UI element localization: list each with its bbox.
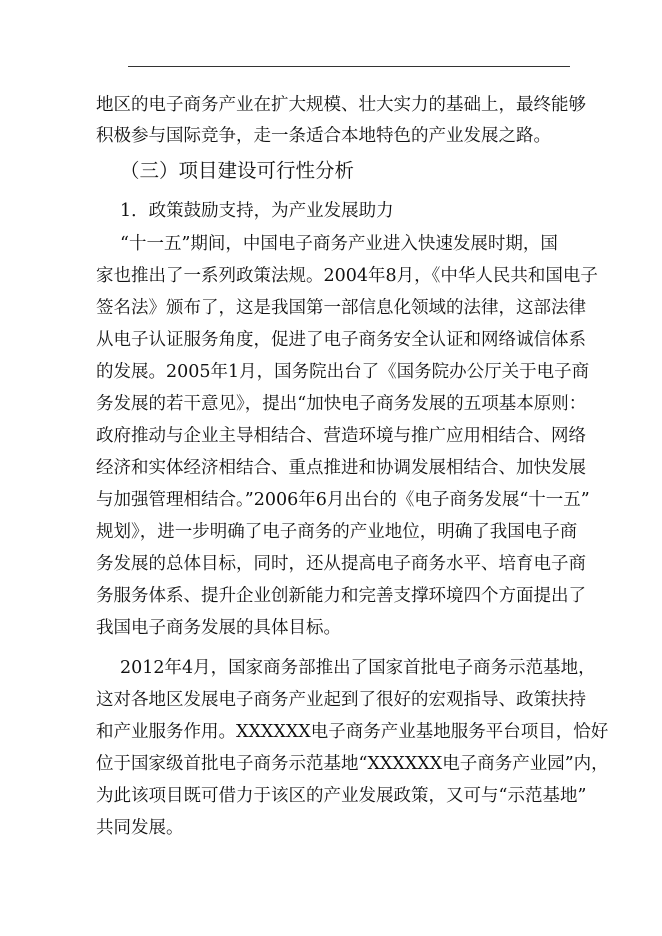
paragraph2-line-4: 位于国家级首批电子商务示范基地“XXXXXX电子商务产业园”内，: [96, 754, 609, 774]
intro-line-1: 地区的电子商务产业在扩大规模、壮大实力的基础上，最终能够: [96, 95, 586, 115]
paragraph2-line-2: 这对各地区发展电子商务产业起到了很好的宏观指导、政策扶持: [96, 690, 586, 710]
paragraph1-line-12: 务服务体系、提升企业创新能力和完善支撑环境四个方面提出了: [96, 586, 586, 606]
paragraph1-line-2: 家也推出了一系列政策法规。2004年8月，《中华人民共和国电子: [96, 266, 598, 286]
paragraph1-line-6: 务发展的若干意见》，提出“加快电子商务发展的五项基本原则：: [96, 394, 587, 414]
paragraph1-line-4: 从电子认证服务角度，促进了电子商务安全认证和网络诚信体系: [96, 330, 586, 350]
paragraph1-line-3: 签名法》颁布了，这是我国第一部信息化领域的法律，这部法律: [96, 298, 586, 318]
intro-line-2: 积极参与国际竞争，走一条适合本地特色的产业发展之路。: [96, 126, 551, 146]
paragraph2-line-1: 2012年4月，国家商务部推出了国家首批电子商务示范基地，: [120, 658, 596, 678]
paragraph1-line-5: 的发展。2005年1月，国务院出台了《国务院办公厅关于电子商: [96, 362, 590, 382]
paragraph1-line-8: 经济和实体经济相结合、重点推进和协调发展相结合、加快发展: [96, 458, 586, 478]
paragraph1-line-11: 务发展的总体目标，同时，还从提高电子商务水平、培育电子商: [96, 554, 586, 574]
subheading-policy: 1．政策鼓励支持，为产业发展助力: [120, 201, 394, 221]
header-rule: [128, 66, 570, 67]
paragraph2-line-3: 和产业服务作用。XXXXXX电子商务产业基地服务平台项目，恰好: [96, 722, 609, 742]
paragraph1-line-1: “十一五”期间，中国电子商务产业进入快速发展时期，国: [120, 234, 558, 254]
paragraph2-line-6: 共同发展。: [96, 818, 184, 838]
section-heading: （三）项目建设可行性分析: [120, 159, 355, 182]
paragraph1-line-10: 规划》，进一步明确了电子商务的产业地位，明确了我国电子商: [96, 522, 578, 542]
paragraph1-line-13: 我国电子商务发展的具体目标。: [96, 618, 341, 638]
paragraph1-line-9: 与加强管理相结合。”2006年6月出台的《电子商务发展“十一五”: [96, 490, 590, 510]
paragraph1-line-7: 政府推动与企业主导相结合、营造环境与推广应用相结合、网络: [96, 426, 586, 446]
paragraph2-line-5: 为此该项目既可借力于该区的产业发展政策，又可与“示范基地”: [96, 786, 587, 806]
